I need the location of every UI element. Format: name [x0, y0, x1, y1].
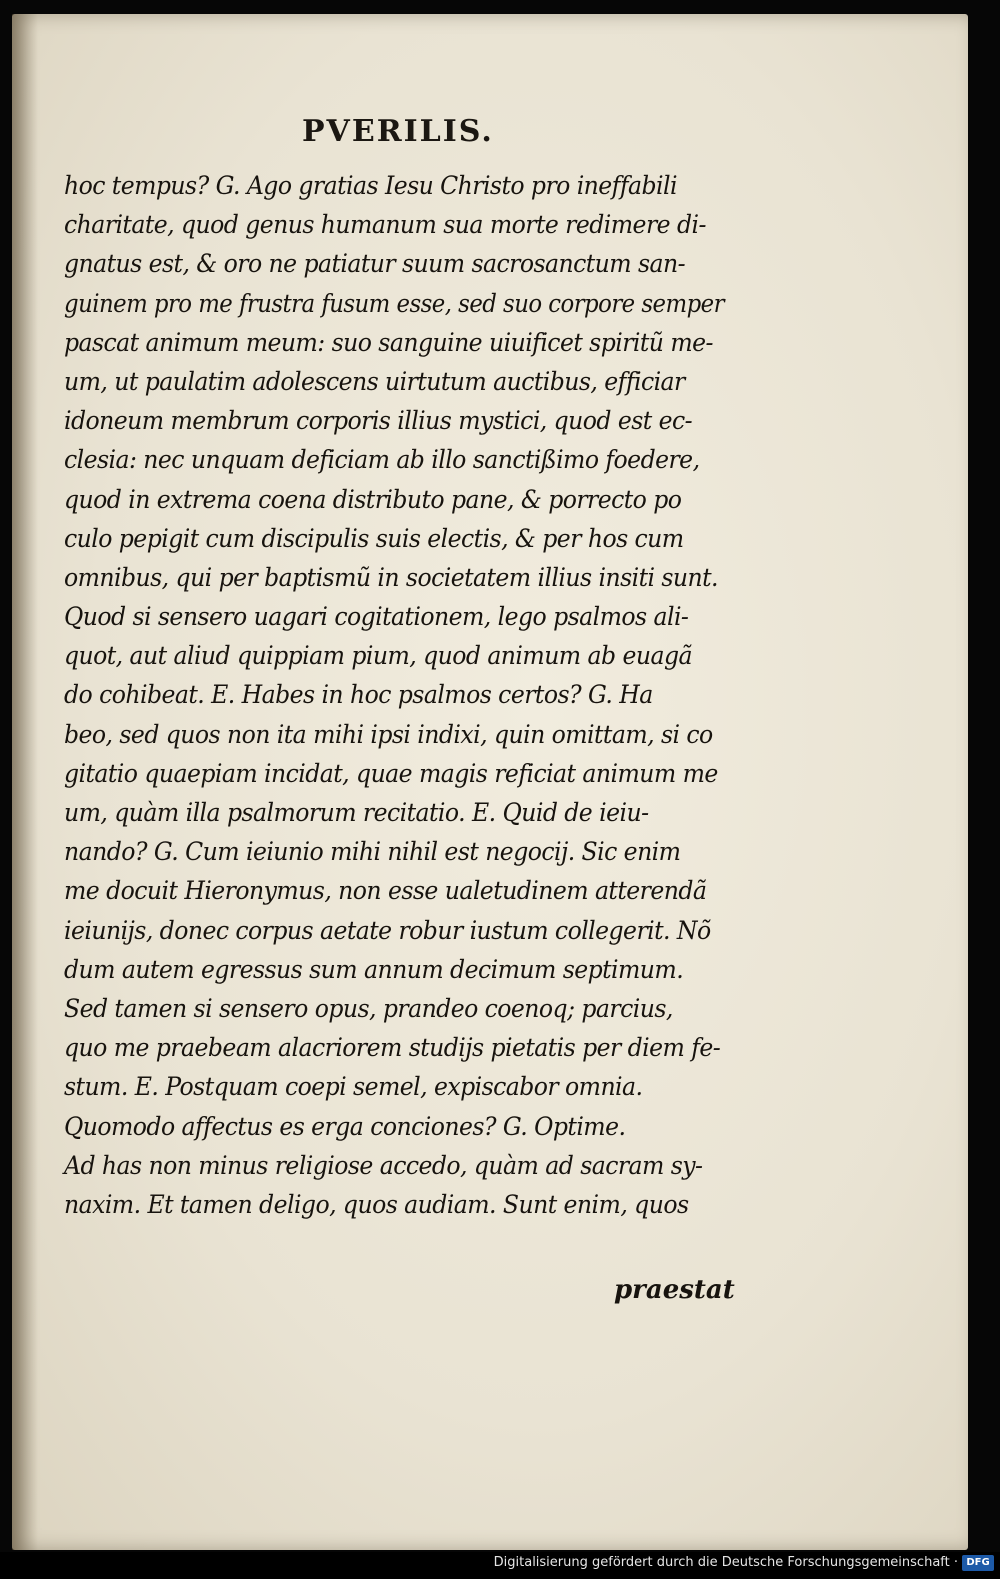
text-line: naxim. Et tamen deligo, quos audiam. Sunt enim, quos: [64, 1189, 689, 1219]
text-line: um, quàm illa psalmorum recitatio. E. Quid de ieiu-: [64, 798, 649, 827]
dfg-logo-icon: DFG: [962, 1555, 994, 1571]
text-line: Ad has non minus religiose accedo, quàm ad sacram sy-: [64, 1150, 703, 1180]
text-line: um, ut paulatim adolescens uirtutum auctibus, efficiar: [64, 366, 685, 396]
digitization-footer: [0, 1552, 1000, 1579]
text-line: me docuit Hieronymus, non esse ualetudinem atterendã: [64, 876, 707, 906]
text-line: charitate, quod genus humanum sua morte redimere di-: [64, 210, 706, 240]
page-gutter-shadow: [12, 14, 38, 1550]
text-line: nando? G. Cum ieiunio mihi nihil est negocij. Sic enim: [64, 837, 681, 867]
book-page: [12, 14, 968, 1550]
funding-credit: Digitalisierung gefördert durch die Deutsche Forschungsgemeinschaft ·: [493, 1555, 958, 1570]
text-line: Quomodo affectus es erga conciones? G. Optime.: [64, 1111, 626, 1141]
text-line: quod in extrema coena distributo pane, & porrecto po: [64, 484, 682, 514]
text-line: Sed tamen si sensero opus, prandeo coenoq; parcius,: [64, 993, 673, 1023]
text-line: gitatio quaepiam incidat, quae magis reficiat animum me: [64, 758, 718, 788]
body-text: [64, 166, 764, 1224]
running-title: PVERILIS.: [302, 114, 494, 149]
text-line: idoneum membrum corporis illius mystici, quod est ec-: [64, 406, 693, 436]
text-line: dum autem egressus sum annum decimum septimum.: [64, 954, 684, 984]
text-line: stum. E. Postquam coepi semel, expiscabor omnia.: [64, 1072, 643, 1102]
catchword: praestat: [614, 1275, 735, 1305]
text-line: gnatus est, & oro ne patiatur suum sacrosanctum san-: [64, 249, 686, 279]
text-line: beo, sed quos non ita mihi ipsi indixi, quin omittam, si co: [64, 719, 713, 749]
text-line: guinem pro me frustra fusum esse, sed suo corpore semper: [64, 288, 724, 318]
text-line: hoc tempus? G. Ago gratias Iesu Christo pro ineffabili: [64, 171, 677, 200]
text-line: do cohibeat. E. Habes in hoc psalmos certos? G. Ha: [64, 680, 653, 710]
text-line: culo pepigit cum discipulis suis electis, & per hos cum: [64, 523, 684, 553]
text-line: quo me praebeam alacriorem studijs pietatis per diem fe-: [64, 1033, 721, 1063]
text-line: clesia: nec unquam deficiam ab illo sanctißimo foedere,: [64, 445, 700, 475]
text-line: ieiunijs, donec corpus aetate robur iustum collegerit. Nõ: [64, 915, 711, 945]
text-line: quot, aut aliud quippiam pium, quod animum ab euagã: [64, 641, 692, 671]
text-line: pascat animum meum: suo sanguine uiuificet spiritũ me-: [64, 327, 713, 357]
text-line: omnibus, qui per baptismũ in societatem illius insiti sunt.: [64, 562, 718, 592]
text-line: Quod si sensero uagari cogitationem, lego psalmos ali-: [64, 602, 689, 632]
